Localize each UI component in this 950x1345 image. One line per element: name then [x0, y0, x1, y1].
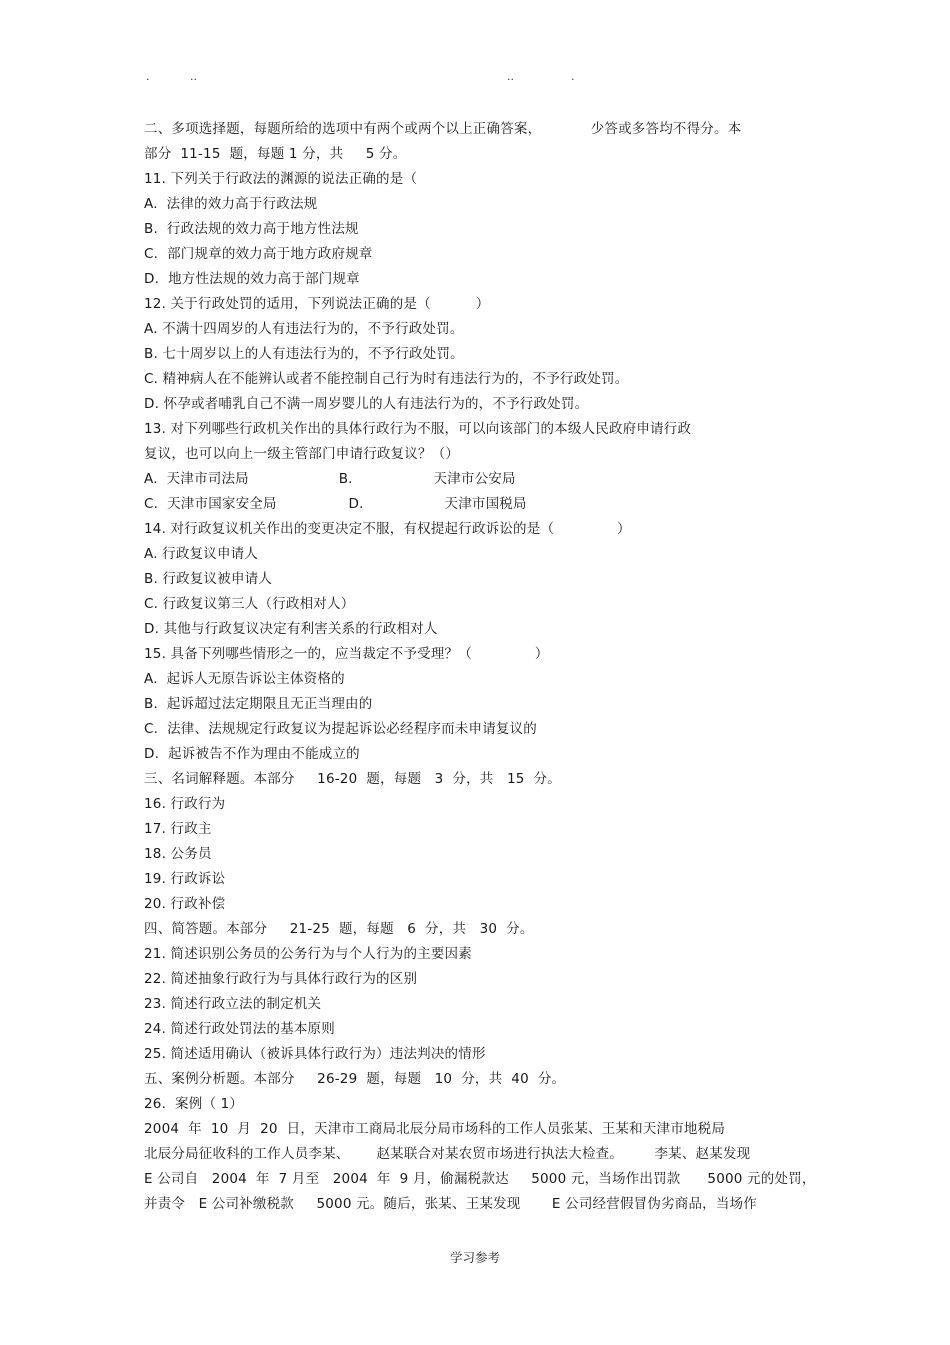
- text-line: 11. 下列关于行政法的渊源的说法正确的是（: [144, 171, 418, 187]
- text-line: B. 行政复议被申请人: [144, 571, 273, 587]
- text-line: C. 天津市国家安全局 D. 天津市国税局: [144, 496, 527, 512]
- text-line: 二、多项选择题，每题所给的选项中有两个或两个以上正确答案， 少答或多答均不得分。本: [144, 121, 742, 137]
- text-line: 2004 年 10 月 20 日，天津市工商局北辰分局市场科的工作人员张某、王某和天津市地税局: [144, 1121, 726, 1137]
- header-mark: ..: [507, 70, 514, 83]
- text-line: D. 地方性法规的效力高于部门规章: [144, 271, 360, 287]
- text-line: D. 其他与行政复议决定有利害关系的行政相对人: [144, 621, 438, 637]
- text-line: 18. 公务员: [144, 846, 212, 862]
- text-line: 并责令 E 公司补缴税款 5000 元。随后，张某、王某发现 E 公司经营假冒伪劣商品，当场作: [144, 1196, 757, 1212]
- text-line: A. 行政复议申请人: [144, 546, 259, 562]
- text-line: 五、案例分析题。本部分 26-29 题，每题 10 分，共 40 分。: [144, 1071, 566, 1087]
- text-line: 部分 11-15 题，每题 1 分，共 5 分。: [144, 146, 407, 162]
- text-line: C. 精神病人在不能辨认或者不能控制自己行为时有违法行为的，不予行政处罚。: [144, 371, 629, 387]
- text-line: 13. 对下列哪些行政机关作出的具体行政行为不服，可以向该部门的本级人民政府申请行政: [144, 421, 692, 437]
- text-line: 20. 行政补偿: [144, 896, 226, 912]
- text-line: 15. 具备下列哪些情形之一的，应当裁定不予受理？（ ）: [144, 646, 549, 662]
- text-line: 25. 简述适用确认（被诉具体行政行为）违法判决的情形: [144, 1046, 486, 1062]
- text-line: B. 七十周岁以上的人有违法行为的，不予行政处罚。: [144, 346, 464, 362]
- text-line: D. 怀孕或者哺乳自己不满一周岁婴儿的人有违法行为的，不予行政处罚。: [144, 396, 589, 412]
- text-line: 四、简答题。本部分 21-25 题，每题 6 分，共 30 分。: [144, 921, 534, 937]
- header-marks: [0, 70, 950, 86]
- text-line: 21. 简述识别公务员的公务行为与个人行为的主要因素: [144, 946, 472, 962]
- text-line: A. 起诉人无原告诉讼主体资格的: [144, 671, 345, 687]
- text-line: D. 起诉被告不作为理由不能成立的: [144, 746, 360, 762]
- text-line: 26. 案例（ 1）: [144, 1096, 244, 1112]
- text-line: C. 法律、法规规定行政复议为提起诉讼必经程序而未申请复议的: [144, 721, 537, 737]
- text-line: A. 法律的效力高于行政法规: [144, 196, 318, 212]
- text-line: 12. 关于行政处罚的适用，下列说法正确的是（ ）: [144, 296, 490, 312]
- header-mark: .: [146, 70, 150, 83]
- text-line: 23. 简述行政立法的制定机关: [144, 996, 322, 1012]
- document-body: [144, 117, 824, 1217]
- text-line: 北辰分局征收科的工作人员李某、 赵某联合对某农贸市场进行执法大检查。 李某、赵某发现: [144, 1146, 751, 1162]
- text-line: 22. 简述抽象行政行为与具体行政行为的区别: [144, 971, 418, 987]
- text-line: C. 部门规章的效力高于地方政府规章: [144, 246, 373, 262]
- text-line: 三、名词解释题。本部分 16-20 题，每题 3 分，共 15 分。: [144, 771, 561, 787]
- header-mark: .: [571, 70, 575, 83]
- text-line: 24. 简述行政处罚法的基本原则: [144, 1021, 335, 1037]
- text-line: 17. 行政主: [144, 821, 212, 837]
- text-line: 19. 行政诉讼: [144, 871, 226, 887]
- text-line: 14. 对行政复议机关作出的变更决定不服，有权提起行政诉讼的是（ ）: [144, 521, 631, 537]
- text-line: 复议，也可以向上一级主管部门申请行政复议？（）: [144, 446, 460, 462]
- text-line: A. 天津市司法局 B. 天津市公安局: [144, 471, 516, 487]
- text-line: B. 起诉超过法定期限且无正当理由的: [144, 696, 373, 712]
- text-line: C. 行政复议第三人（行政相对人）: [144, 596, 355, 612]
- page-footer: 学习参考: [449, 1250, 500, 1265]
- text-line: B. 行政法规的效力高于地方性法规: [144, 221, 359, 237]
- text-line: 16. 行政行为: [144, 796, 226, 812]
- header-mark: ..: [190, 70, 197, 83]
- text-line: E 公司自 2004 年 7 月至 2004 年 9 月，偷漏税款达 5000 元，当场作出罚款 5000 元的处罚，: [144, 1171, 816, 1187]
- text-line: A. 不满十四周岁的人有违法行为的，不予行政处罚。: [144, 321, 464, 337]
